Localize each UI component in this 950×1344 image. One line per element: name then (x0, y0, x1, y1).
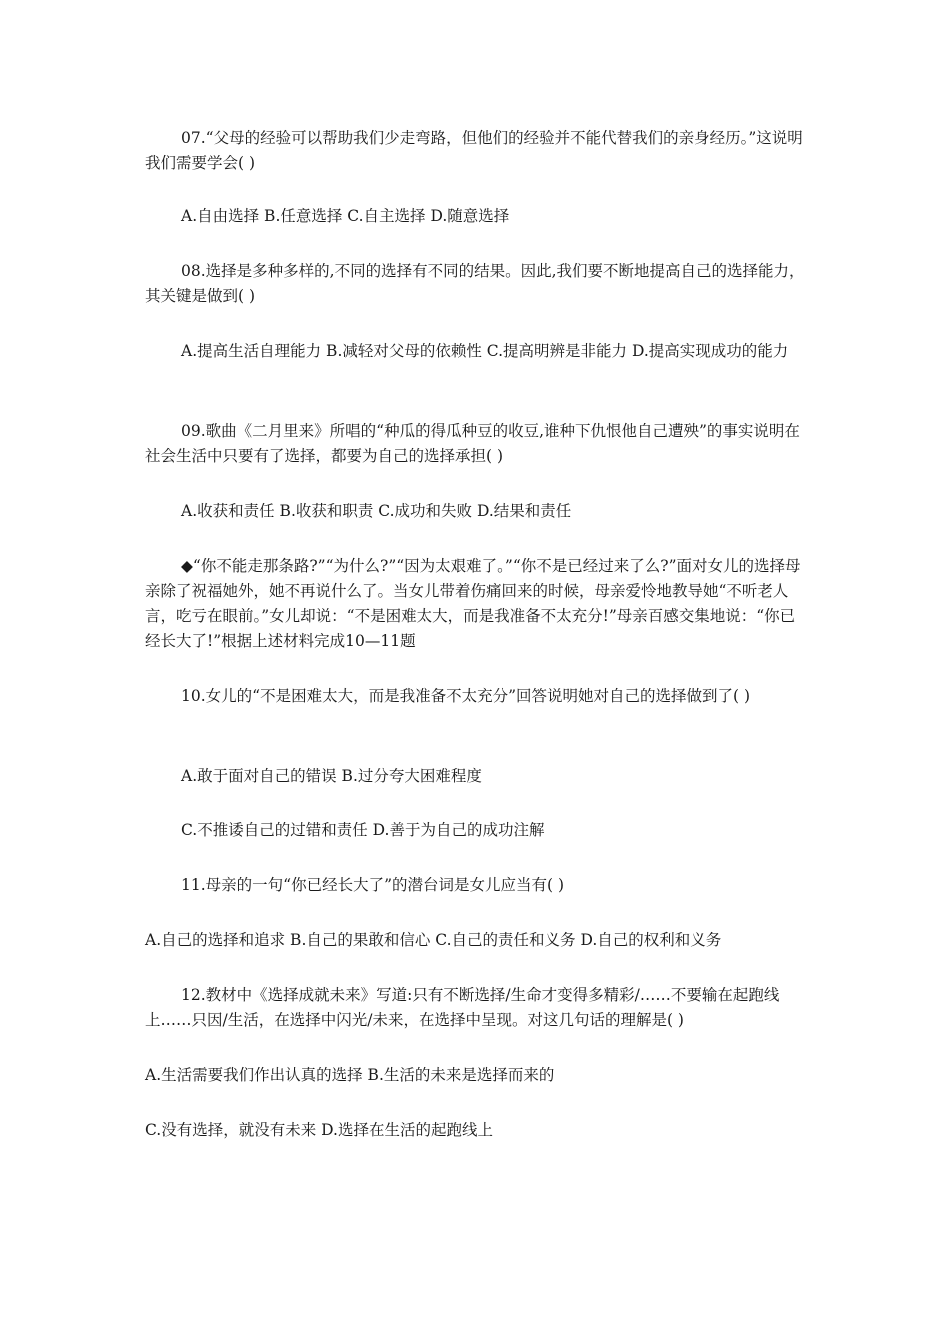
question-07: 07.“父母的经验可以帮助我们少走弯路，但他们的经验并不能代替我们的亲身经历。”这说明我们需要学会( ) (145, 129, 803, 172)
question-12: 12.教材中《选择成就未来》写道:只有不断选择/生命才变得多精彩/……不要输在起跑线上……只因/生活，在选择中闪光/未来，在选择中呈现。对这几句话的理解是( ) (145, 986, 780, 1029)
question-08: 08.选择是多种多样的,不同的选择有不同的结果。因此,我们要不断地提高自己的选择能力，其关键是做到( ) (145, 262, 805, 305)
question-10-options-ab: A.敢于面对自己的错误 B.过分夸大困难程度 (181, 767, 482, 785)
question-12-options-cd: C.没有选择，就没有未来 D.选择在生活的起跑线上 (145, 1121, 493, 1139)
question-09: 09.歌曲《二月里来》所唱的“种瓜的得瓜种豆的收豆,谁种下仇恨他自己遭殃”的事实说明在社会生活中只要有了选择，都要为自己的选择承担( ) (145, 422, 800, 465)
question-12-options-ab: A.生活需要我们作出认真的选择 B.生活的未来是选择而来的 (145, 1066, 555, 1084)
question-08-options: A.提高生活自理能力 B.减轻对父母的依赖性 C.提高明辨是非能力 D.提高实现成功的能力 (181, 342, 789, 360)
question-09-options: A.收获和责任 B.收获和职责 C.成功和失败 D.结果和责任 (181, 502, 572, 520)
reading-material: ◆“你不能走那条路?”“为什么?”“因为太艰难了。”“你不是已经过来了么?”面对女儿的选择母亲除了祝福她外，她不再说什么了。当女儿带着伤痛回来的时候，母亲爱怜地教导她“不听老人言，吃亏在眼前。”女儿却说：“不是困难太大，而是我准备不太充分!”母亲百感交集地说：“你已经长大了!”根据上述材料完成10—11题 (145, 557, 801, 650)
question-10-options-cd: C.不推诿自己的过错和责任 D.善于为自己的成功注解 (181, 821, 545, 839)
question-10: 10.女儿的“不是困难太大，而是我准备不太充分”回答说明她对自己的选择做到了( ) (181, 687, 751, 705)
question-07-options: A.自由选择 B.任意选择 C.自主选择 D.随意选择 (181, 207, 510, 225)
question-11: 11.母亲的一句“你已经长大了”的潜台词是女儿应当有( ) (181, 876, 565, 894)
question-11-options: A.自己的选择和追求 B.自己的果敢和信心 C.自己的责任和义务 D.自己的权利和义务 (145, 931, 722, 949)
